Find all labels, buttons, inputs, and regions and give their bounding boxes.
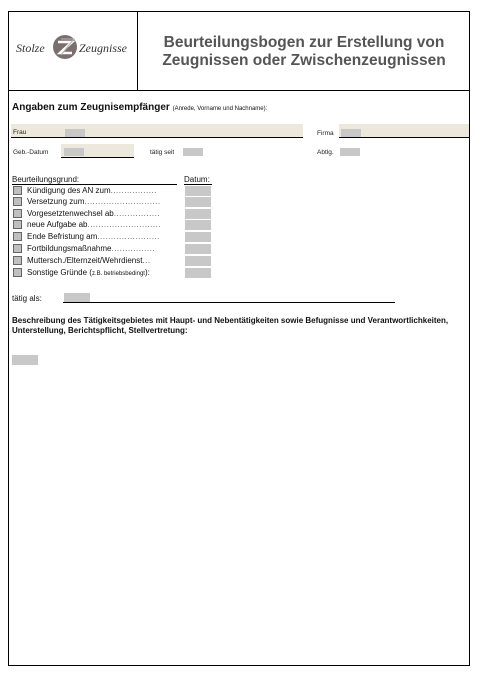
reason-checkbox[interactable] (13, 244, 22, 253)
logo-text-right: Zeugnisse (79, 41, 127, 55)
logo-text-left: Stolze (16, 41, 45, 55)
reason-label: Sonstige Gründe ( (27, 268, 92, 277)
reason-label: Versetzung zum (27, 197, 85, 206)
taetig-seit-label: tätig seit (150, 149, 175, 156)
reason-row (13, 268, 213, 278)
name-field[interactable] (65, 129, 85, 137)
reason-label: Fortbildungsmaßnahme (27, 244, 112, 253)
reason-checkbox[interactable] (13, 268, 22, 277)
reason-row (13, 186, 213, 196)
firma-label: Firma (317, 130, 334, 137)
reason-date-field[interactable] (185, 232, 211, 242)
reason-date-field[interactable] (185, 256, 211, 266)
logo-mark-icon (52, 34, 78, 60)
description-field[interactable] (12, 355, 38, 365)
reason-label-end: ): (144, 268, 150, 277)
form-title (149, 34, 459, 70)
reason-row (13, 232, 213, 242)
reasons-date-header: Datum: (184, 175, 212, 185)
recipient-title: Angaben zum Zeugnisempfänger (12, 102, 170, 113)
reason-checkbox[interactable] (13, 209, 22, 218)
description-heading: Beschreibung des Tätigkeitsgebietes mit Haupt- und Nebentätigkeiten sowie Befugnisse und Verantwortlichkeiten, Unterstellung, Berichtspflicht, Stellvertretung: (12, 316, 449, 335)
taetig-als-field[interactable] (64, 293, 90, 302)
reason-label: Muttersch./Elternzeit/Wehrdienst (27, 256, 143, 265)
reason-date-field[interactable] (185, 186, 211, 196)
form-header (9, 12, 469, 91)
taetig-seit-field[interactable] (183, 148, 203, 156)
reason-label: Kündigung des AN zum (27, 186, 111, 195)
reason-dots: ................. (110, 186, 157, 195)
reason-row (13, 256, 213, 266)
reason-dots: ............................ (84, 197, 161, 206)
geb-label: Geb.-Datum (13, 149, 49, 156)
reasons-header: Beurteilungsgrund: (12, 175, 177, 185)
reason-dots: ... (142, 256, 151, 265)
reason-row (13, 209, 213, 219)
reason-checkbox[interactable] (13, 256, 22, 265)
firma-field[interactable] (341, 129, 361, 137)
reason-date-field[interactable] (185, 209, 211, 219)
reason-label: Ende Befristung am (27, 232, 98, 241)
reason-checkbox[interactable] (13, 186, 22, 195)
reason-dots: ....................... (97, 232, 160, 241)
reason-dots: ................ (111, 244, 156, 253)
reason-checkbox[interactable] (13, 197, 22, 206)
form-title-line2: Zeugnissen oder Zwischenzeugnissen (162, 52, 446, 69)
reason-date-field[interactable] (185, 268, 211, 278)
anrede-label: Frau (13, 129, 27, 136)
taetig-als-line (63, 291, 395, 303)
form-title-line1: Beurteilungsbogen zur Erstellung von (163, 34, 445, 51)
abtlg-label: Abtlg. (317, 149, 334, 156)
reason-row (13, 244, 213, 254)
reason-row (13, 220, 213, 230)
reason-dots: ........................... (87, 220, 162, 229)
reason-checkbox[interactable] (13, 220, 22, 229)
recipient-section-title (12, 102, 267, 113)
reason-date-field[interactable] (185, 244, 211, 254)
reason-date-field[interactable] (185, 220, 211, 230)
geb-field[interactable] (64, 148, 84, 156)
reason-dots: ................. (113, 209, 161, 218)
recipient-hint: (Anrede, Vorname und Nachname): (172, 106, 268, 112)
form-page (8, 11, 470, 666)
reason-row (13, 197, 213, 207)
reason-label: Vorgesetztenwechsel ab (27, 209, 114, 218)
reason-label-small: z.B. betriebsbedingt (91, 271, 145, 277)
reason-date-field[interactable] (185, 197, 211, 207)
taetig-als-label: tätig als: (12, 294, 42, 303)
reason-label: neue Aufgabe ab (27, 220, 88, 229)
logo (9, 12, 138, 90)
name-line (11, 124, 303, 138)
abtlg-field[interactable] (340, 148, 360, 156)
reason-checkbox[interactable] (13, 232, 22, 241)
